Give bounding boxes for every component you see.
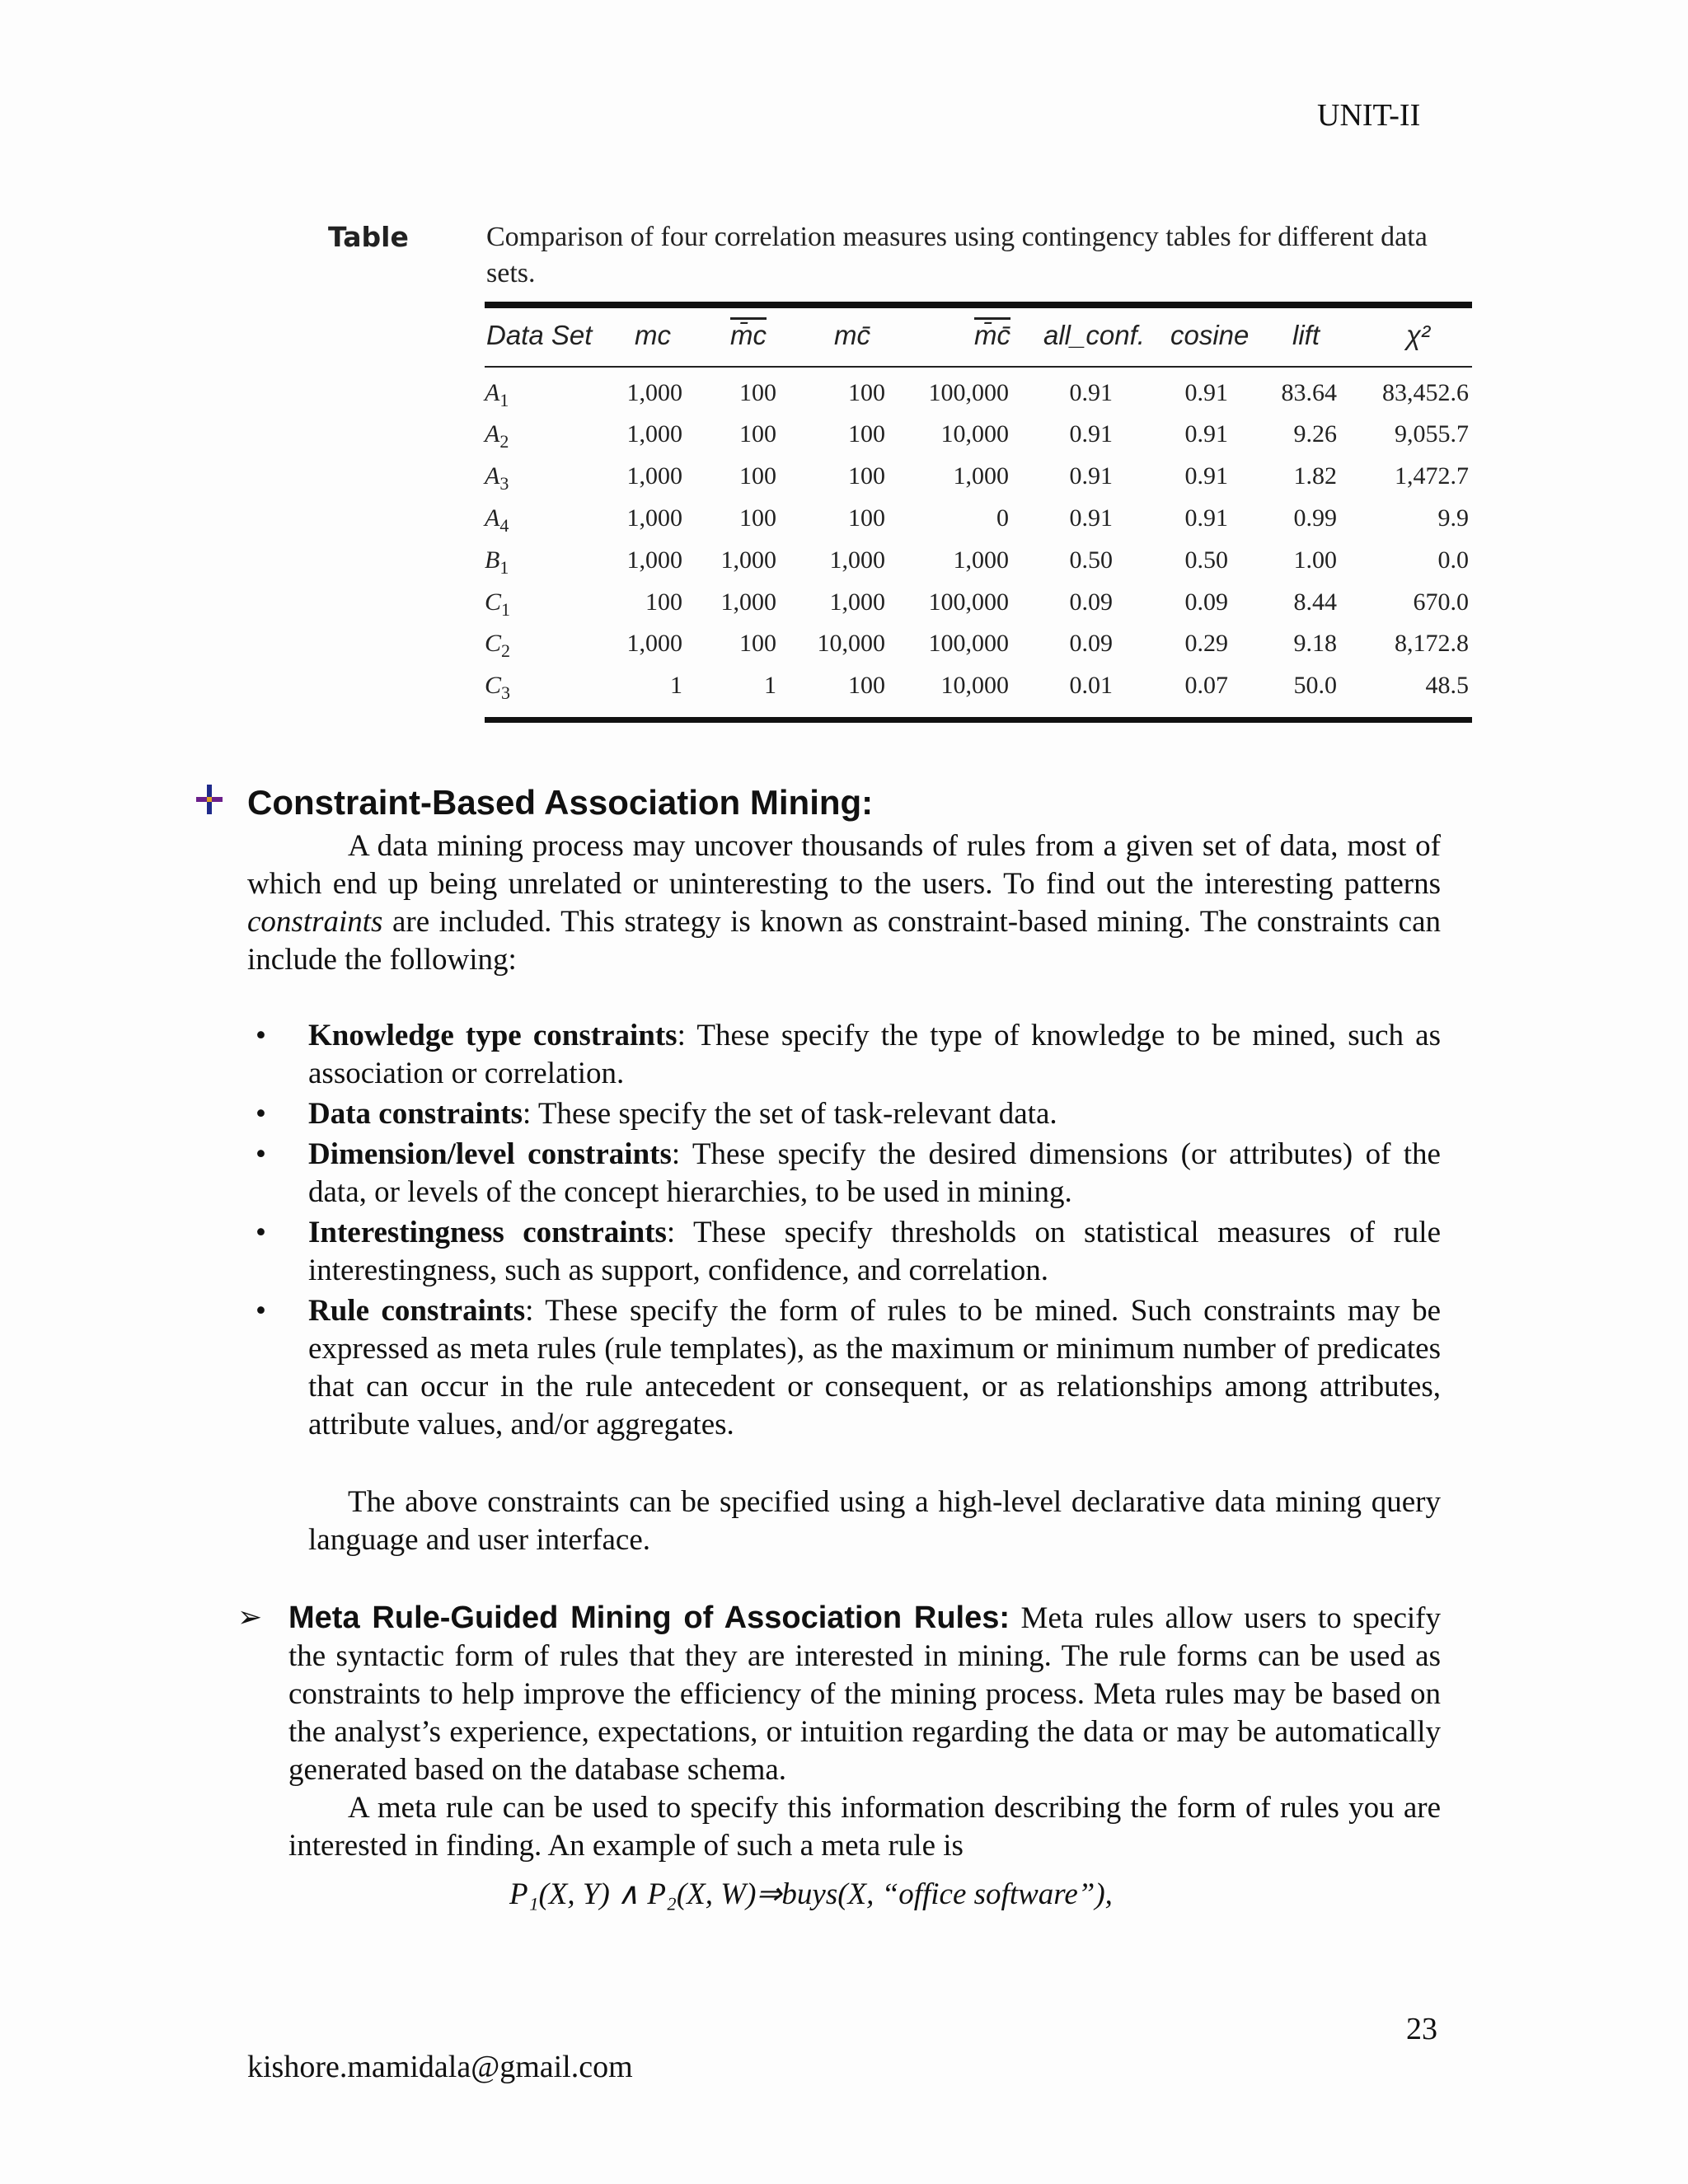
table-cell: 10,000	[817, 630, 885, 657]
meta-text-1: Meta rules allow users to specify the syntactic form of rules that they are interested in mining. The rule forms can be used as constraints to help improve the efficiency of the mining process. Meta rules may be based on the analyst’s experience, expectations, or intuition regarding the data or may be automatically generated based on the database schema.	[288, 1601, 1441, 1787]
table-cell: 10,000	[940, 672, 1009, 699]
table-cell: 1,000	[829, 546, 885, 574]
constraints-closing	[308, 1483, 1441, 1559]
table-cell: 1,472.7	[1395, 462, 1469, 490]
list-item-text: : These specify the type of knowledge to be mined, such as association or correlation.	[308, 1019, 1441, 1090]
table-cell: 0.91	[1184, 504, 1228, 532]
table-label: Table	[328, 221, 409, 253]
table-row-label: $A_1$	[485, 379, 509, 410]
table-cell: 1,000	[953, 462, 1009, 490]
column-header-mc: mc	[635, 320, 671, 350]
column-header-cosine: cosine	[1170, 320, 1250, 350]
list-item: • Dimension/level constraints: These specify the desired dimensions (or attributes) of the data, or levels of the concept hierarchies, to be used in mining.	[256, 1137, 1441, 1209]
list-item-text: : These specify the desired dimensions (or attributes) of the data, or levels of the concept hierarchies, to be used in mining.	[308, 1137, 1441, 1209]
table-cell: 0.09	[1184, 588, 1228, 616]
footer-email: kishore.mamidala@gmail.com	[247, 2050, 633, 2084]
table-cell: 1.82	[1293, 462, 1337, 490]
table-cell: 1,000	[829, 588, 885, 616]
table-cell: 9.18	[1293, 630, 1337, 657]
table-cell: 0.99	[1293, 504, 1337, 532]
table-cell: 0.09	[1069, 630, 1113, 657]
closing-text: The above constraints can be specified using a high-level declarative data mining query language and user interface.	[308, 1485, 1441, 1557]
list-item: • Rule constraints: These specify the form of rules to be mined. Such constraints may be expressed as meta rules (rule templates), as the maximum or minimum number of predicates that can occur in the rule antecedent or consequent, or as relationships among attributes, attribute values, and/or aggregates.	[256, 1294, 1441, 1441]
column-header-lift: lift	[1292, 320, 1320, 350]
table-cell: 1	[670, 672, 682, 699]
table-row-label: $B_1$	[485, 546, 509, 578]
arrow-bullet-icon: ➢	[237, 1601, 263, 1634]
table-cell: 100	[848, 379, 885, 406]
table-cell: 0.01	[1069, 672, 1113, 699]
meta-heading: Meta Rule-Guided Mining of Association Rules:	[288, 1601, 1010, 1635]
table-cell: 1,000	[626, 420, 682, 448]
table-row-label: $A_4$	[485, 504, 509, 536]
table-cell: 1,000	[720, 588, 776, 616]
section-bullet-icon	[196, 785, 223, 814]
table-cell: 100,000	[928, 379, 1009, 406]
table-cell: 0.91	[1184, 462, 1228, 490]
list-item-text: : These specify the form of rules to be mined. Such constraints may be expressed as meta rules (rule templates), as the maximum or minimum number of predicates that can occur in the rule antecedent or consequent, or as relationships among attributes, attribute values, and/or aggregates.	[308, 1294, 1441, 1441]
list-item-term: Rule constraints	[308, 1294, 526, 1328]
table-cell: 0.91	[1184, 379, 1228, 406]
table-cell: 100,000	[928, 630, 1009, 657]
table-bottom-rule	[485, 717, 1472, 723]
table-cell: 100	[848, 420, 885, 448]
table-row-label: $A_2$	[485, 420, 509, 452]
table-cell: 100	[739, 630, 776, 657]
meta-text-2: A meta rule can be used to specify this information describing the form of rules you are interested in finding. An example of such a meta rule is	[288, 1791, 1441, 1863]
table-cell: 1,000	[626, 379, 682, 406]
table-cell: 100	[739, 462, 776, 490]
table-cell: 0	[996, 504, 1009, 532]
constraints-list	[247, 1017, 1441, 1446]
table-cell: 100	[848, 504, 885, 532]
table-caption: Comparison of four correlation measures using contingency tables for different data sets.	[486, 222, 1428, 288]
table-cell: 0.0	[1437, 546, 1469, 574]
table-cell: 9.26	[1293, 420, 1337, 448]
table-cell: 8.44	[1293, 588, 1337, 616]
unit-header: UNIT-II	[1317, 98, 1421, 133]
table-cell: 83.64	[1281, 379, 1337, 406]
meta-rule-formula: P₁(X, Y) ∧ P₂(X, W)⇒buys(X, “office software”),	[509, 1877, 1113, 1911]
table-cell: 48.5	[1425, 672, 1469, 699]
column-header-data-set: Data Set	[486, 320, 593, 350]
list-item-text: : These specify the set of task-relevant data.	[523, 1097, 1057, 1131]
list-item-term: Dimension/level constraints	[308, 1137, 672, 1171]
table-cell: 100	[848, 462, 885, 490]
table-cell: 100	[645, 588, 682, 616]
table-cell: 1,000	[626, 462, 682, 490]
table-cell: 670.0	[1413, 588, 1469, 616]
table-cell: 0.91	[1069, 462, 1113, 490]
table-cell: 1,000	[626, 546, 682, 574]
table-cell: 0.91	[1184, 420, 1228, 448]
table-cell: 8,172.8	[1395, 630, 1469, 657]
column-header-all-conf: all_conf.	[1043, 320, 1145, 350]
table-cell: 0.50	[1069, 546, 1113, 574]
list-item-term: Knowledge type constraints	[308, 1019, 678, 1052]
table-cell: 10,000	[940, 420, 1009, 448]
table-cell: 100	[739, 504, 776, 532]
table-cell: 50.0	[1293, 672, 1337, 699]
list-item: • Knowledge type constraints: These specify the type of knowledge to be mined, such as association or correlation.	[256, 1019, 1441, 1090]
table-row-label: $C_2$	[485, 630, 511, 661]
table-cell: 0.91	[1069, 379, 1113, 406]
table-cell: 1,000	[953, 546, 1009, 574]
meta-rule-block	[237, 1599, 1441, 1865]
table-cell: 83,452.6	[1382, 379, 1469, 406]
table-top-rule	[485, 302, 1472, 308]
column-header-chi-square: χ²	[1406, 320, 1431, 350]
table-cell: 0.07	[1184, 672, 1228, 699]
table-cell: 9.9	[1437, 504, 1469, 532]
column-header-m-not-c: mc̄	[834, 320, 870, 350]
table-cell: 1,000	[626, 504, 682, 532]
table-cell: 100	[739, 420, 776, 448]
table-cell: 0.09	[1069, 588, 1113, 616]
table-cell: 0.29	[1184, 630, 1228, 657]
column-header-not-m-c: m̄c	[730, 320, 767, 350]
table-cell: 0.91	[1069, 420, 1113, 448]
section-intro	[247, 827, 1441, 979]
table-cell: 100,000	[928, 588, 1009, 616]
table-cell: 0.91	[1069, 504, 1113, 532]
intro-text-1: A data mining process may uncover thousands of rules from a given set of data, most of which end up being unrelated or uninteresting to the users. To find out the interesting patterns	[247, 829, 1441, 901]
table-cell: 1,000	[720, 546, 776, 574]
table-header-rule	[485, 366, 1472, 368]
table-cell: 9,055.7	[1395, 420, 1469, 448]
table-cell: 1,000	[626, 630, 682, 657]
list-item-text: : These specify thresholds on statistical measures of rule interestingness, such as support, confidence, and correlation.	[308, 1216, 1441, 1287]
page-number: 23	[1406, 2012, 1437, 2046]
list-item-term: Data constraints	[308, 1097, 523, 1131]
table-row-label: $C_1$	[485, 588, 511, 620]
table-cell: 100	[739, 379, 776, 406]
table-row-label: $C_3$	[485, 672, 511, 703]
table-cell: 1.00	[1293, 546, 1337, 574]
table-cell: 100	[848, 672, 885, 699]
list-item: • Interestingness constraints: These specify thresholds on statistical measures of rule interestingness, such as support, confidence, and correlation.	[256, 1216, 1441, 1287]
table-cell: 0.50	[1184, 546, 1228, 574]
table-row-label: $A_3$	[485, 462, 509, 494]
table-cell: 1	[764, 672, 776, 699]
intro-text-2: are included. This strategy is known as constraint-based mining. The constraints can include the following:	[247, 905, 1441, 977]
column-header-not-m-not-c: m̄c̄	[974, 320, 1010, 350]
list-item-term: Interestingness constraints	[308, 1216, 667, 1249]
list-item: • Data constraints: These specify the set of task-relevant data.	[256, 1097, 1057, 1131]
section-title: Constraint-Based Association Mining:	[247, 783, 874, 822]
intro-emphasis: constraints	[247, 905, 383, 939]
